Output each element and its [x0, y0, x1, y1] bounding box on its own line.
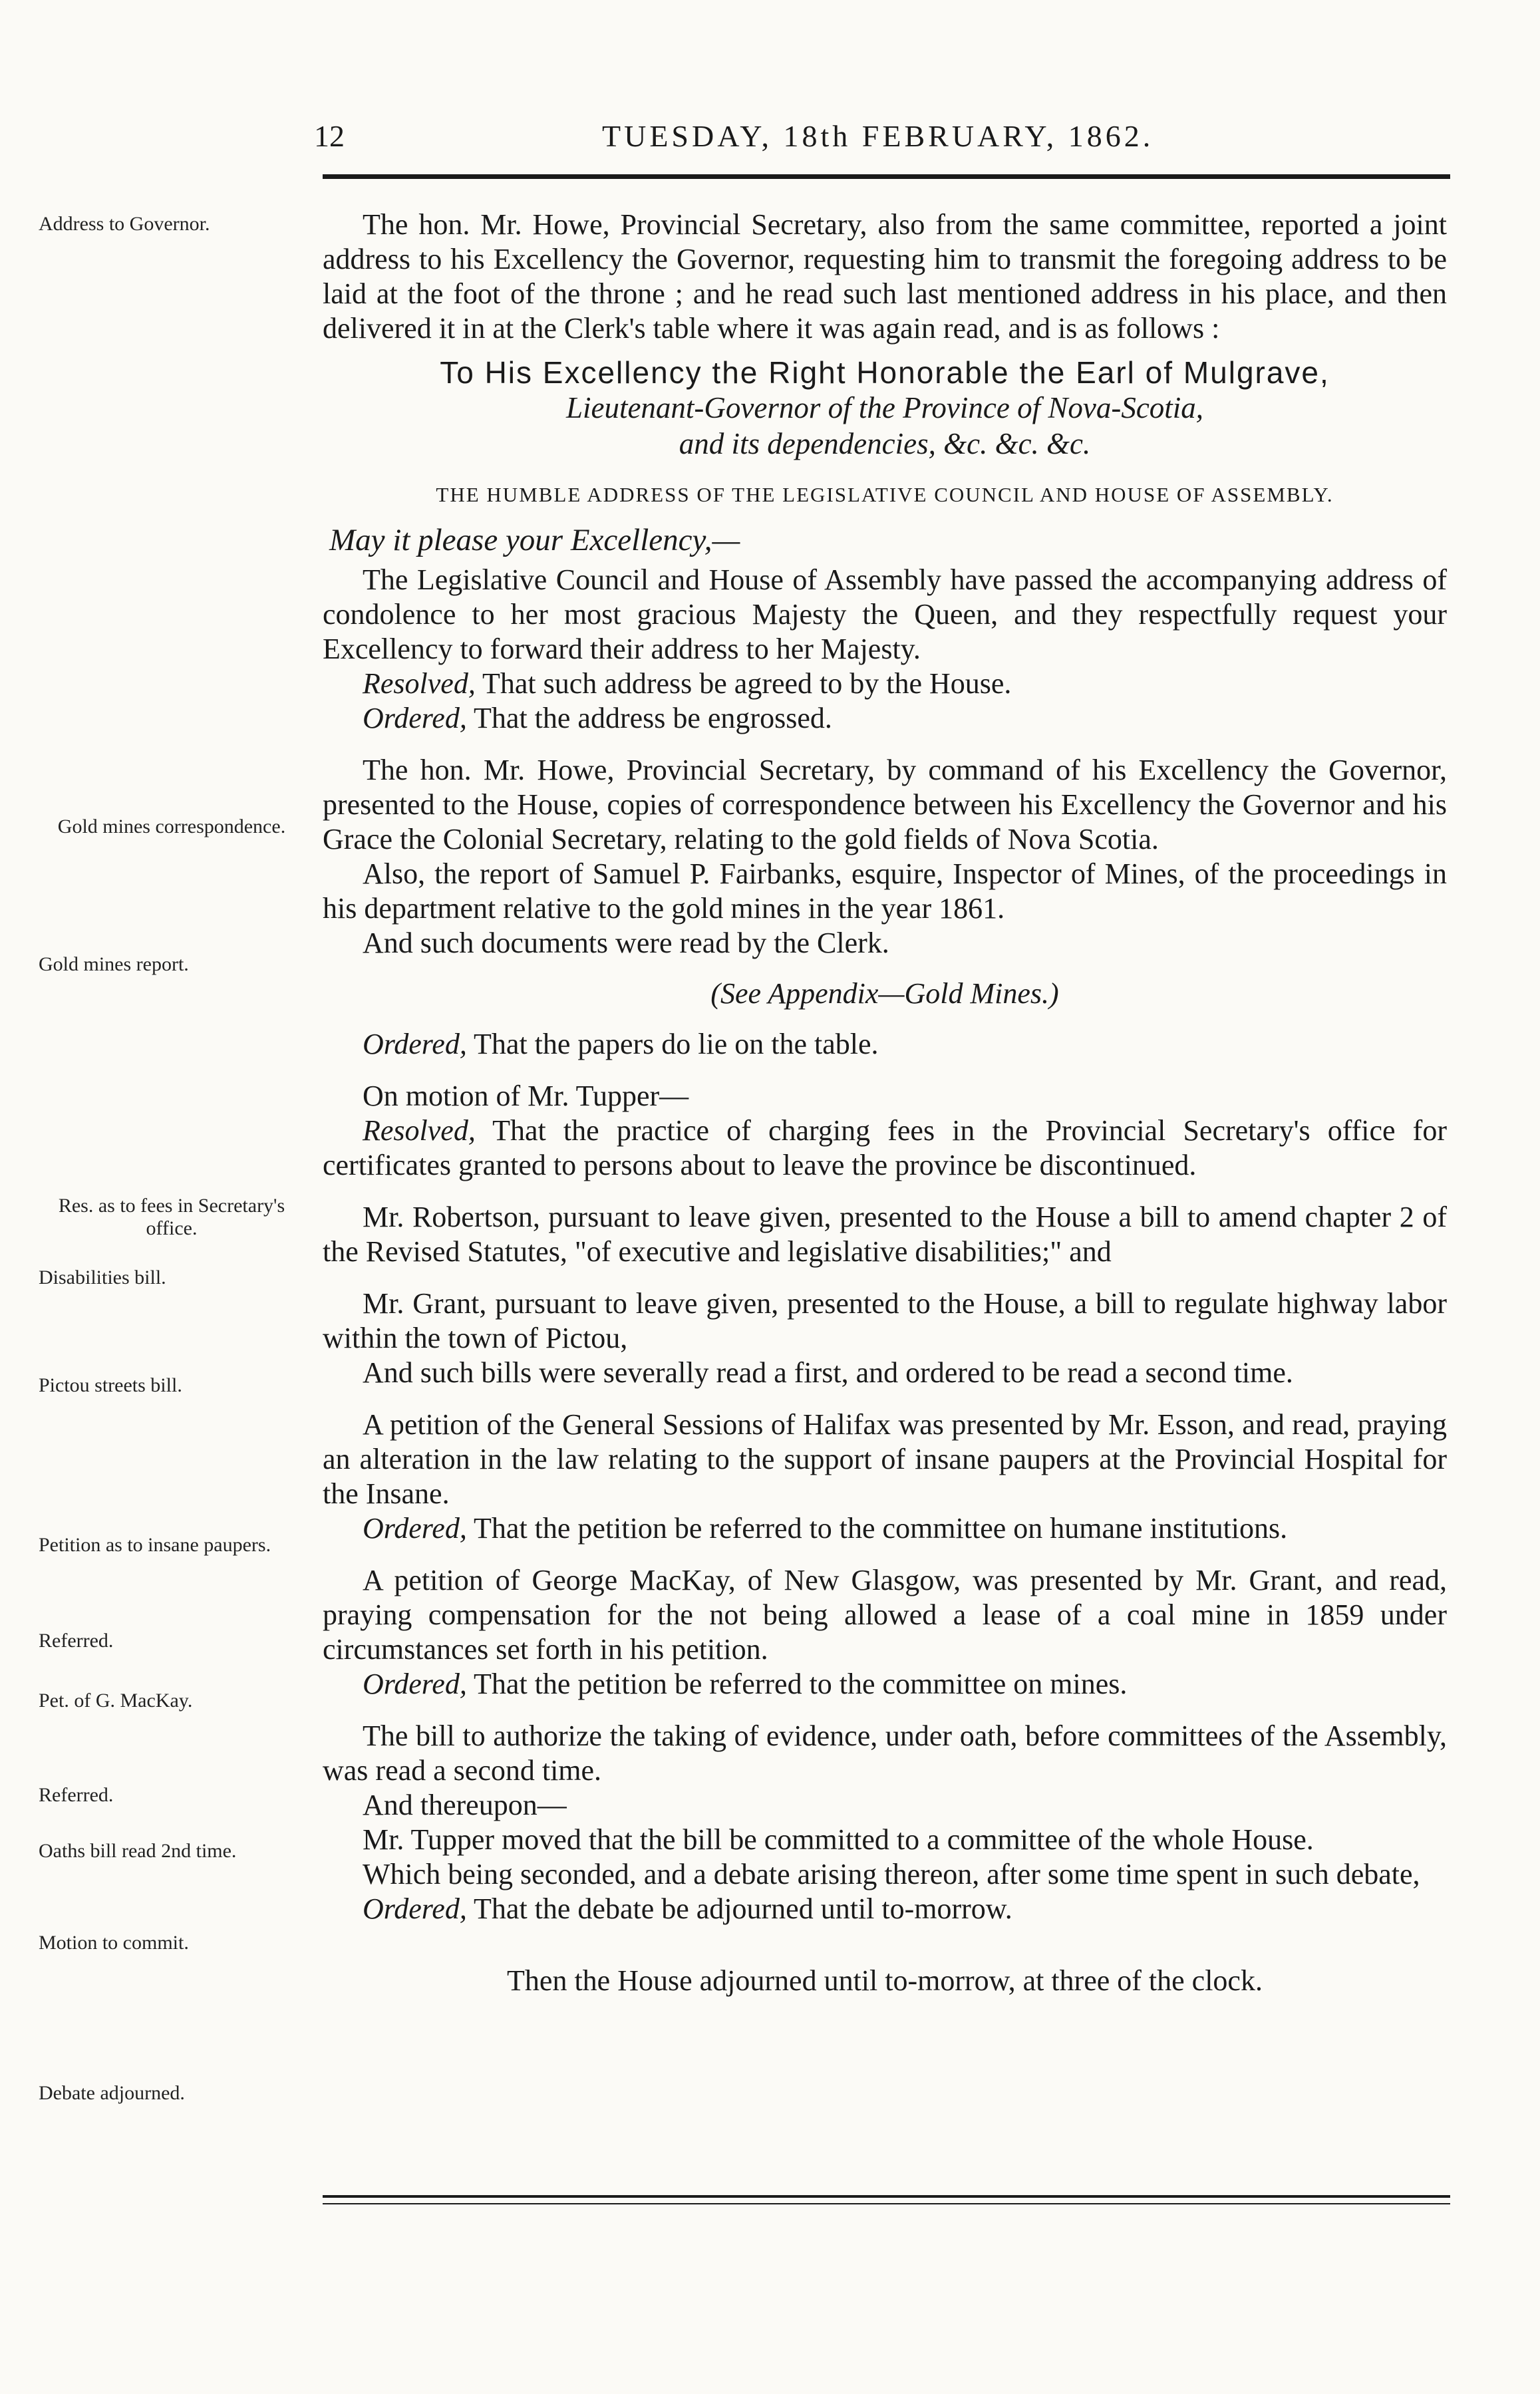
margin-note: Pictou streets bill.: [39, 1374, 182, 1396]
paragraph: Mr. Tupper moved that the bill be committed to a committee of the whole House.: [363, 1823, 1314, 1856]
resolution: [323, 1114, 1447, 1183]
running-head: TUESDAY, 18th FEBRUARY, 1862.: [602, 119, 1154, 153]
order-text: That the address be engrossed.: [466, 702, 832, 734]
margin-note: Debate adjourned.: [39, 2082, 185, 2104]
paragraph: And thereupon—: [363, 1789, 567, 1821]
margin-note: Gold mines report.: [39, 953, 189, 975]
address-subtitle: Lieutenant-Governor of the Province of Nova-Scotia,: [565, 391, 1204, 424]
resolution: [323, 667, 1447, 701]
paragraph: Also, the report of Samuel P. Fairbanks, esquire, Inspector of Mines, of the proceedings in his department relative to the gold mines in the year 1861.: [323, 857, 1447, 925]
paragraph: Which being seconded, and a debate arising thereon, after some time spent in such debate,: [363, 1858, 1420, 1890]
closing-line: Then the House adjourned until to-morrow, at three of the clock.: [507, 1964, 1263, 1997]
margin-note: Res. as to fees in Secretary's office.: [58, 1195, 285, 1239]
order: [323, 1511, 1447, 1546]
order: [323, 1667, 1447, 1702]
paragraph: On motion of Mr. Tupper—: [363, 1080, 689, 1112]
ordered-label: Ordered,: [363, 1668, 467, 1700]
order-text: That the petition be referred to the committee on humane institutions.: [466, 1512, 1288, 1545]
page-header: [0, 118, 1540, 165]
margin-note: Disabilities bill.: [39, 1267, 166, 1288]
paragraph: And such documents were read by the Clerk.: [363, 927, 889, 959]
paragraph: The bill to authorize the taking of evidence, under oath, before committees of the Assembly, was read a second time.: [323, 1720, 1447, 1787]
margin-note: Petition as to insane paupers.: [39, 1534, 271, 1556]
margin-note: Oaths bill read 2nd time.: [39, 1840, 237, 1862]
margin-note: Referred.: [39, 1630, 114, 1652]
page-number: 12: [314, 119, 345, 153]
address-heading: To His Excellency the Right Honorable the Earl of Mulgrave,: [440, 355, 1330, 390]
resolution-text: That the practice of charging fees in the Provincial Secretary's office for certificates granted to persons about to leave the province be discontinued.: [323, 1114, 1447, 1181]
paragraph: The Legislative Council and House of Assembly have passed the accompanying address of condolence to her most gracious Majesty the Queen, and they respectfully request your Excellency to forward their address to her Majesty.: [323, 563, 1447, 665]
salutation: May it please your Excellency,—: [329, 523, 740, 557]
resolved-label: Resolved,: [363, 1114, 476, 1147]
ordered-label: Ordered,: [363, 1028, 467, 1060]
order: [323, 701, 1447, 736]
margin-note: Gold mines correspondence.: [57, 816, 286, 837]
margin-note: Pet. of G. MacKay.: [39, 1690, 193, 1712]
appendix-reference: (See Appendix—Gold Mines.): [710, 977, 1059, 1010]
margin-note: Referred.: [39, 1784, 114, 1806]
paragraph: Mr. Robertson, pursuant to leave given, presented to the House a bill to amend chapter 2 of the Revised Statutes, "of executive and legislative disabilities;" and: [323, 1201, 1447, 1268]
resolved-label: Resolved,: [363, 667, 476, 700]
header-rule: [323, 174, 1450, 179]
journal-body: [323, 208, 1447, 1998]
order-text: That the debate be adjourned until to-morrow.: [466, 1892, 1012, 1925]
ordered-label: Ordered,: [363, 1512, 467, 1545]
paragraph: And such bills were severally read a first, and ordered to be read a second time.: [363, 1356, 1293, 1389]
paragraph: A petition of the General Sessions of Halifax was presented by Mr. Esson, and read, praying an alteration in the law relating to the support of insane paupers at the Provincial Hospital for the Insane.: [323, 1408, 1447, 1510]
paragraph: The hon. Mr. Howe, Provincial Secretary, by command of his Excellency the Governor, presented to the House, copies of correspondence between his Excellency the Governor and his Grace the Colonial Secretary, relating to the gold fields of Nova Scotia.: [323, 754, 1447, 855]
footer-rule-thin: [323, 2203, 1450, 2204]
paragraph: A petition of George MacKay, of New Glasgow, was presented by Mr. Grant, and read, praying compensation for the not being allowed a lease of a coal mine in 1859 under circumstances set forth in his petition.: [323, 1564, 1447, 1666]
ordered-label: Ordered,: [363, 702, 467, 734]
resolution-text: That such address be agreed to by the House.: [475, 667, 1012, 700]
footer-rule: [323, 2195, 1450, 2198]
order-text: That the petition be referred to the committee on mines.: [466, 1668, 1128, 1700]
address-caption: THE HUMBLE ADDRESS OF THE LEGISLATIVE COUNCIL AND HOUSE OF ASSEMBLY.: [436, 483, 1334, 506]
address-subtitle: and its dependencies, &c. &c. &c.: [679, 427, 1091, 460]
margin-note: Motion to commit.: [39, 1932, 189, 1954]
order: [323, 1027, 1447, 1062]
ordered-label: Ordered,: [363, 1892, 467, 1925]
paragraph: The hon. Mr. Howe, Provincial Secretary, also from the same committee, reported a joint address to his Excellency the Governor, requesting him to transmit the foregoing address to be laid at the foot of the throne ; and he read such last mentioned address in his place, and then delivered it in at the Clerk's table where it was again read, and is as follows :: [323, 208, 1447, 345]
order: [323, 1892, 1447, 1926]
paragraph: Mr. Grant, pursuant to leave given, presented to the House, a bill to regulate highway labor within the town of Pictou,: [323, 1287, 1447, 1354]
order-text: That the papers do lie on the table.: [466, 1028, 879, 1060]
margin-note: Address to Governor.: [39, 213, 210, 235]
